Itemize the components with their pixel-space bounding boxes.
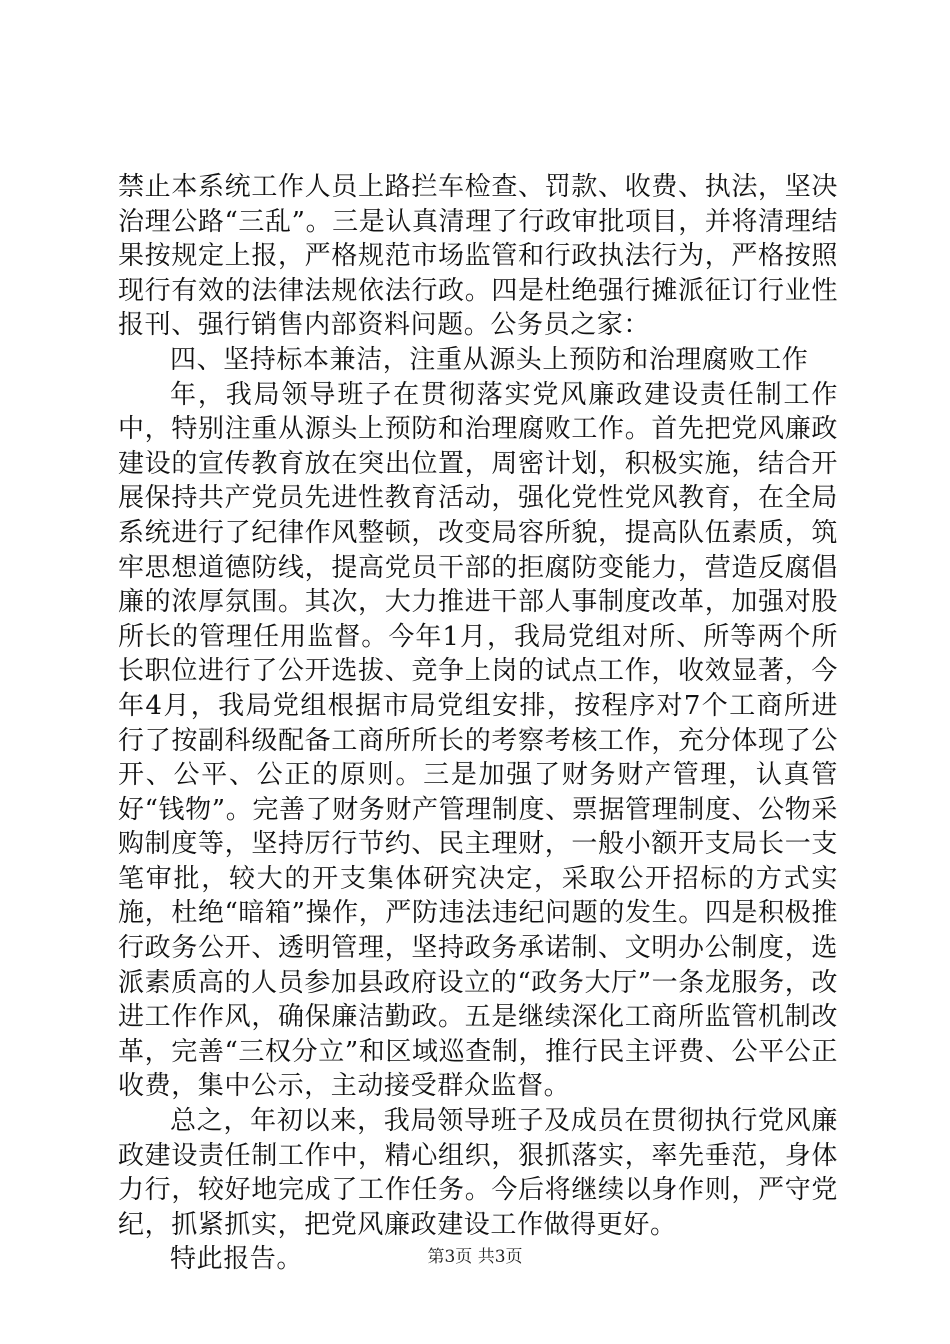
paragraph-continuation: 禁止本系统工作人员上路拦车检查、罚款、收费、执法，坚决治理公路“三乱”。三是认真清理了行政审批项目，并将清理结果按规定上报，严格规范市场监管和行政执法行为，严格按照现行有效的法律法规依法行政。四是杜绝强行摊派征订行业性报刊、强行销售内部资料问题。公务员之家：: [118, 172, 838, 341]
paragraph-closing: 特此报告。: [170, 1244, 304, 1275]
paragraph-summary: 总之，年初以来，我局领导班子及成员在贯彻执行党风廉政建设责任制工作中，精心组织，狠抓落实，率先垂范，身体力行，较好地完成了工作任务。今后将继续以身作则，严守党纪，抓紧抓实，把党风廉政建设工作做得更好。: [118, 1106, 838, 1240]
section-heading: 四、坚持标本兼洁，注重从源头上预防和治理腐败工作: [170, 344, 809, 375]
paragraph-source-prevention: 年，我局领导班子在贯彻落实党风廉政建设责任制工作中，特别注重从源头上预防和治理腐败工作。首先把党风廉政建设的宣传教育放在突出位置，周密计划，积极实施，结合开展保持共产党员先进性教育活动，强化党性党风教育，在全局系统进行了纪律作风整顿，改变局容所貌，提高队伍素质，筑牢思想道德防线，提高党员干部的拒腐防变能力，营造反腐倡廉的浓厚氛围。其次，大力推进干部人事制度改革，加强对股所长的管理任用监督。今年1月，我局党组对所、所等两个所长职位进行了公开选拔、竞争上岗的试点工作，收效显著，今年4月，我局党组根据市局党组安排，按程序对7个工商所进行了按副科级配备工商所所长的考察考核工作，充分体现了公开、公平、公正的原则。三是加强了财务财产管理，认真管好“钱物”。完善了财务财产管理制度、票据管理制度、公物采购制度等，坚持厉行节约、民主理财，一般小额开支局长一支笔审批，较大的开支集体研究决定，采取公开招标的方式实施，杜绝“暗箱”操作，严防违法违纪问题的发生。四是积极推行政务公开、透明管理，坚持政务承诺制、文明办公制度，选派素质高的人员参加县政府设立的“政务大厅”一条龙服务，改进工作作风，确保廉洁勤政。五是继续深化工商所监管机制改革，完善“三权分立”和区域巡查制，推行民主评费、公平公正收费，集中公示，主动接受群众监督。: [118, 379, 838, 1102]
page-number-footer: 第3页 共3页: [427, 1247, 523, 1267]
document-body: [118, 170, 838, 1277]
